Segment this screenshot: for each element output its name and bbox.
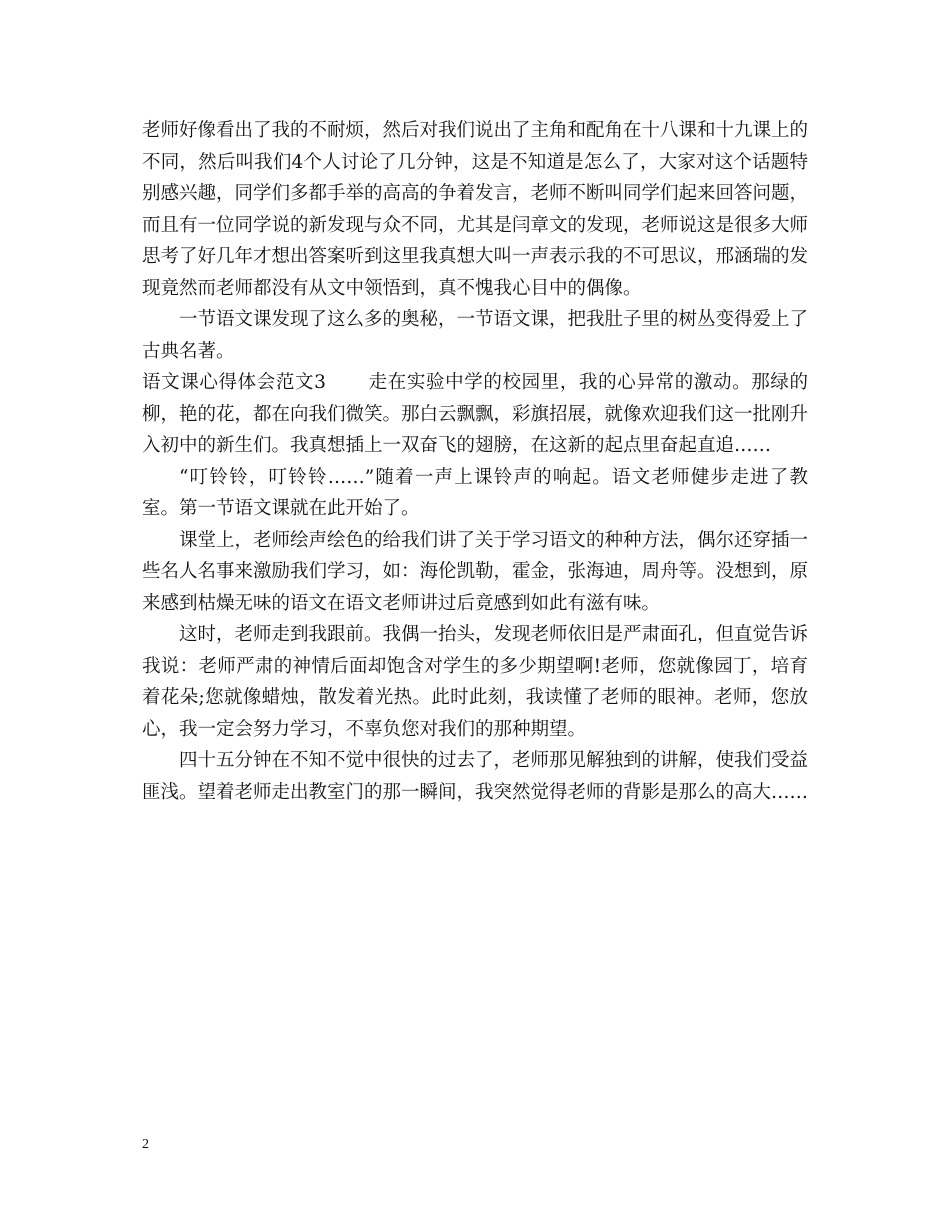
page-number: 2	[142, 1137, 149, 1152]
section-paragraph-1: “叮铃铃，叮铃铃……”随着一声上课铃声的响起。语文老师健步走进了教室。第一节语文课就在此开始了。	[142, 466, 808, 519]
section-paragraph-2: 课堂上，老师绘声绘色的给我们讲了关于学习语文的种种方法，偶尔还穿插一些名人名事来激励我们学习，如：海伦凯勒，霍金，张海迪，周舟等。没想到，原来感到枯燥无味的语文在语文老师讲过后竟感到如此有滋有味。	[142, 529, 809, 614]
section-paragraph-3: 这时，老师走到我跟前。我偶一抬头，发现老师依旧是严肃面孔，但直觉告诉我说：老师严肃的神情后面却饱含对学生的多少期望啊!老师，您就像园丁，培育着花朵;您就像蜡烛，散发着光热。此时此刻，我读懂了老师的眼神。老师，您放心，我一定会努力学习，不辜负您对我们的那种期望。	[142, 624, 809, 740]
section-intro-paragraph	[142, 367, 808, 462]
section-intro-text: 走在实验中学的校园里，我的心异常的激动。那绿的柳，艳的花，都在向我们微笑。那白云飘飘，彩旗招展，就像欢迎我们这一批刚升入初中的新生们。我真想插上一双奋飞的翅膀，在这新的起点里奋起直追……	[142, 372, 809, 456]
paragraph-1: 老师好像看出了我的不耐烦，然后对我们说出了主角和配角在十八课和十九课上的不同，然后叫我们4个人讨论了几分钟，这是不知道是怎么了，大家对这个话题特别感兴趣，同学们多都手举的高高的争着发言，老师不断叫同学们起来回答问题，而且有一位同学说的新发现与众不同，尤其是闫章文的发现，老师说这是很多大师思考了好几年才想出答案听到这里我真想大叫一声表示我的不可思议，邢涵瑞的发现竟然而老师都没有从文中领悟到，真不愧我心目中的偶像。	[142, 120, 809, 299]
section-heading: 语文课心得体会范文3	[142, 372, 326, 393]
paragraph-2: 一节语文课发现了这么多的奥秘，一节语文课，把我肚子里的树丛变得爱上了古典名著。	[142, 309, 809, 362]
document-body	[142, 115, 808, 808]
section-paragraph-4: 四十五分钟在不知不觉中很快的过去了，老师那见解独到的讲解，使我们受益匪浅。望着老师走出教室门的那一瞬间，我突然觉得老师的背影是那么的高大……	[142, 750, 809, 803]
